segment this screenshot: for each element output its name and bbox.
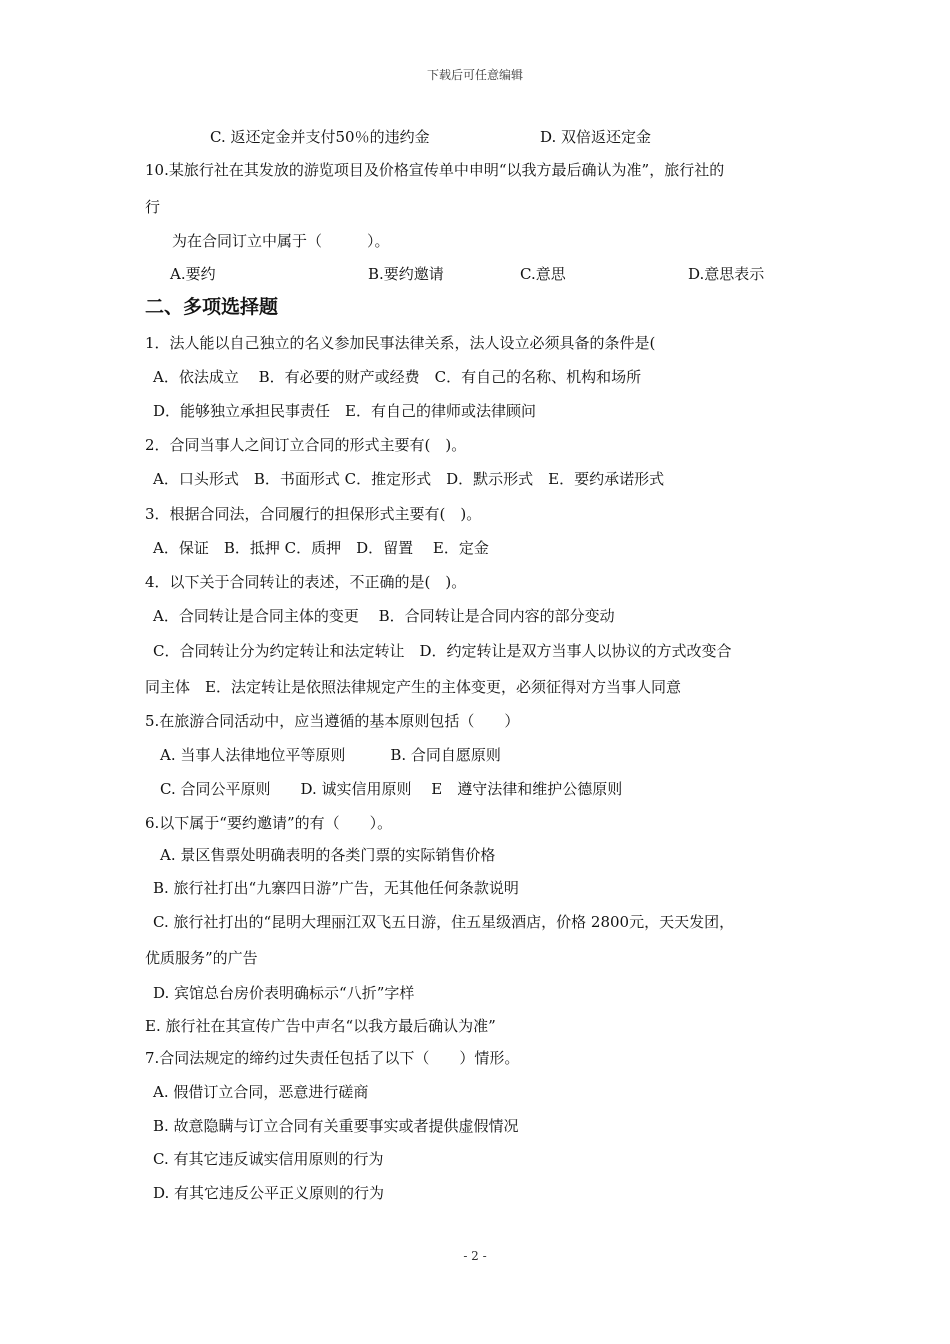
mc-question-6-option-c-cont: 优质服务”的广告 [145,949,258,967]
mc-question-4-options-a: A．合同转让是合同主体的变更 B．合同转让是合同内容的部分变动 [153,607,615,625]
question-10: 10.某旅行社在其发放的游览项目及价格宣传单中申明“以我方最后确认为准”，旅行社的 [145,161,725,179]
mc-question-6-option-b: B. 旅行社打出“九寨四日游”广告，无其他任何条款说明 [153,879,519,897]
question-10-cont2: 为在合同订立中属于（ ）。 [172,232,390,250]
mc-question-6-option-a: A. 景区售票处明确表明的各类门票的实际销售价格 [160,846,496,864]
mc-question-7-option-b: B. 故意隐瞒与订立合同有关重要事实或者提供虚假情况 [153,1117,519,1135]
mc-question-4-options-c: 同主体 E．法定转让是依照法律规定产生的主体变更，必须征得对方当事人同意 [145,678,681,696]
mc-question-5-options-a: A. 当事人法律地位平等原则 B. 合同自愿原则 [160,746,501,764]
q10-option-c: C.意思 [520,265,566,283]
mc-question-2: 2．合同当事人之间订立合同的形式主要有( )。 [145,436,467,454]
question-10-cont: 行 [145,198,161,216]
page-number: - 2 - [463,1249,487,1263]
mc-question-7-option-a: A. 假借订立合同，恶意进行磋商 [153,1083,369,1101]
mc-question-4: 4．以下关于合同转让的表述，不正确的是( )。 [145,573,467,591]
page-header: 下载后可任意编辑 [426,68,523,82]
mc-question-2-options: A．口头形式 B．书面形式 C．推定形式 D．默示形式 E．要约承诺形式 [153,470,665,488]
mc-question-4-options-b: C．合同转让分为约定转让和法定转让 D．约定转让是双方当事人以协议的方式改变合 [153,642,732,660]
mc-question-6-option-d: D. 宾馆总台房价表明确标示“八折”字样 [153,984,415,1002]
mc-question-6-option-c: C. 旅行社打出的“昆明大理丽江双飞五日游，住五星级酒店，价格 2800元，天天发团， [153,913,735,931]
option-c-prev: C. 返还定金并支付50％的违约金 [210,128,430,146]
mc-question-7-option-d: D. 有其它违反公平正义原则的行为 [153,1184,385,1202]
mc-question-1-options-a: A．依法成立 B．有必要的财产或经费 C．有自己的名称、机构和场所 [153,368,642,386]
mc-question-3: 3．根据合同法，合同履行的担保形式主要有( )。 [145,505,482,523]
q10-option-d: D.意思表示 [688,265,765,283]
mc-question-6: 6.以下属于“要约邀请”的有（ ）。 [145,814,393,832]
mc-question-3-options: A．保证 B．抵押 C．质押 D．留置 E．定金 [153,539,489,557]
section-heading-multiple-choice: 二、多项选择题 [145,296,279,318]
q10-option-b: B.要约邀请 [368,265,444,283]
option-d-prev: D. 双倍返还定金 [540,128,652,146]
mc-question-1: 1．法人能以自己独立的名义参加民事法律关系，法人设立必须具备的条件是( [145,334,656,352]
mc-question-7-option-c: C. 有其它违反诚实信用原则的行为 [153,1150,384,1168]
mc-question-1-options-b: D．能够独立承担民事责任 E．有自己的律师或法律顾问 [153,402,536,420]
mc-question-5: 5.在旅游合同活动中，应当遵循的基本原则包括（ ） [145,712,520,730]
mc-question-7: 7.合同法规定的缔约过失责任包括了以下（ ）情形。 [145,1049,520,1067]
mc-question-6-option-e: E. 旅行社在其宣传广告中声名“以我方最后确认为准” [145,1017,496,1035]
q10-option-a: A.要约 [170,265,216,283]
mc-question-5-options-b: C. 合同公平原则 D. 诚实信用原则 E 遵守法律和维护公德原则 [160,780,623,798]
